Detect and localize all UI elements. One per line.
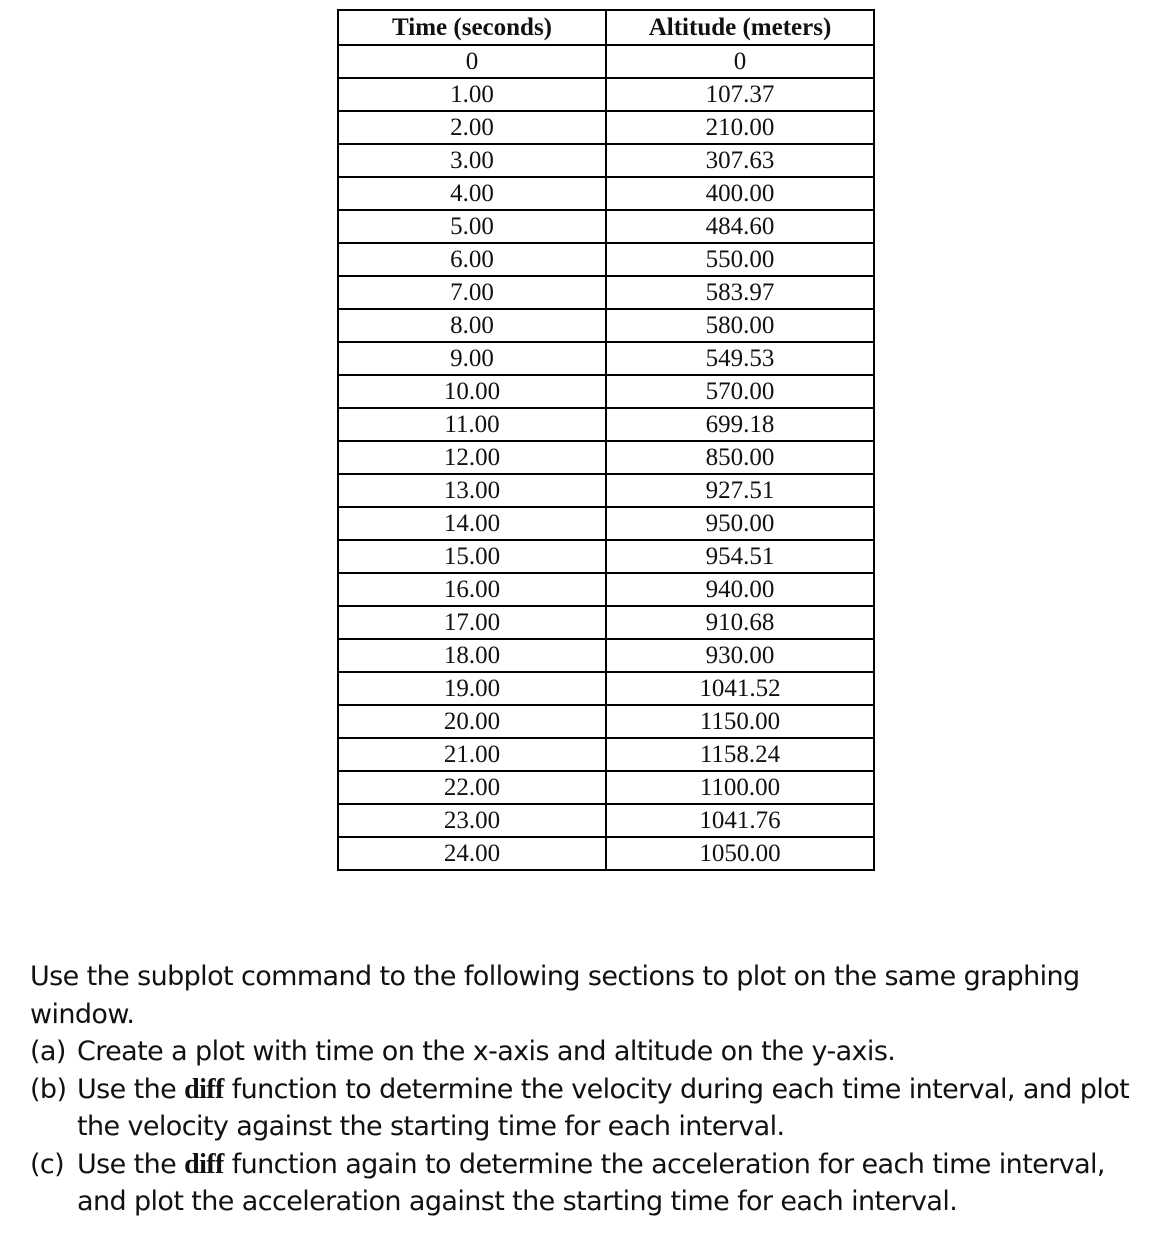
time-column-header: Time (seconds) <box>338 10 606 45</box>
time-cell: 17.00 <box>338 606 606 639</box>
altitude-cell: 400.00 <box>606 177 874 210</box>
altitude-cell: 107.37 <box>606 78 874 111</box>
instruction-marker-a: (a) <box>30 1036 66 1067</box>
diff-keyword: diff <box>184 1073 224 1105</box>
time-cell: 23.00 <box>338 804 606 837</box>
table-row <box>338 342 874 375</box>
time-cell: 14.00 <box>338 507 606 540</box>
altitude-cell: 1150.00 <box>606 705 874 738</box>
table-body <box>338 45 874 870</box>
instruction-text-a <box>77 1033 1160 1071</box>
instruction-text-c-part1: Use the <box>77 1148 185 1180</box>
instruction-text-b-part1: Use the <box>77 1073 185 1105</box>
altitude-cell: 550.00 <box>606 243 874 276</box>
instruction-text-c-part2: function again to determine the acceleration for each time interval, and plot the acceleration against the starting time for each interval. <box>77 1148 1105 1217</box>
time-cell: 18.00 <box>338 639 606 672</box>
table-row <box>338 573 874 606</box>
time-cell: 2.00 <box>338 111 606 144</box>
table-row <box>338 408 874 441</box>
altitude-cell: 930.00 <box>606 639 874 672</box>
instruction-item-b <box>30 1071 1160 1146</box>
altitude-cell: 699.18 <box>606 408 874 441</box>
table-row <box>338 606 874 639</box>
instruction-marker-b: (b) <box>30 1073 67 1105</box>
table-row <box>338 738 874 771</box>
table-row <box>338 210 874 243</box>
table-row <box>338 309 874 342</box>
time-cell: 16.00 <box>338 573 606 606</box>
table-row <box>338 540 874 573</box>
table-row <box>338 639 874 672</box>
altitude-cell: 307.63 <box>606 144 874 177</box>
table-row <box>338 705 874 738</box>
time-cell: 1.00 <box>338 78 606 111</box>
time-cell: 6.00 <box>338 243 606 276</box>
time-cell: 24.00 <box>338 837 606 870</box>
altitude-cell: 1100.00 <box>606 771 874 804</box>
altitude-cell: 549.53 <box>606 342 874 375</box>
time-cell: 19.00 <box>338 672 606 705</box>
time-cell: 22.00 <box>338 771 606 804</box>
altitude-cell: 0 <box>606 45 874 78</box>
instruction-text-b-part2: function to determine the velocity during each time interval, and plot the velocity against the starting time for each interval. <box>77 1073 1130 1142</box>
altitude-cell: 1041.52 <box>606 672 874 705</box>
altitude-cell: 850.00 <box>606 441 874 474</box>
time-cell: 11.00 <box>338 408 606 441</box>
instruction-item-c <box>30 1146 1160 1221</box>
time-cell: 8.00 <box>338 309 606 342</box>
instructions-block <box>30 958 1160 1221</box>
table-row <box>338 837 874 870</box>
instruction-item-a <box>30 1033 1160 1071</box>
time-cell: 3.00 <box>338 144 606 177</box>
altitude-cell: 580.00 <box>606 309 874 342</box>
table-row <box>338 276 874 309</box>
altitude-cell: 210.00 <box>606 111 874 144</box>
time-cell: 9.00 <box>338 342 606 375</box>
altitude-cell: 910.68 <box>606 606 874 639</box>
time-cell: 21.00 <box>338 738 606 771</box>
table-row <box>338 507 874 540</box>
table-row <box>338 804 874 837</box>
time-cell: 15.00 <box>338 540 606 573</box>
altitude-cell: 940.00 <box>606 573 874 606</box>
table-row <box>338 441 874 474</box>
table-header-row <box>338 10 874 45</box>
instructions-intro: Use the subplot command to the following sections to plot on the same graphing window. <box>30 961 1080 1030</box>
time-cell: 10.00 <box>338 375 606 408</box>
table-row <box>338 375 874 408</box>
table-row <box>338 144 874 177</box>
table-row <box>338 111 874 144</box>
instruction-text-c <box>77 1146 1160 1221</box>
time-cell: 12.00 <box>338 441 606 474</box>
table-row <box>338 243 874 276</box>
altitude-cell: 570.00 <box>606 375 874 408</box>
table-row <box>338 177 874 210</box>
time-cell: 7.00 <box>338 276 606 309</box>
diff-keyword: diff <box>184 1148 224 1180</box>
altitude-cell: 484.60 <box>606 210 874 243</box>
altitude-cell: 954.51 <box>606 540 874 573</box>
instruction-text-a-part1: Create a plot with time on the x-axis and altitude on the y-axis. <box>77 1036 896 1067</box>
table-row <box>338 78 874 111</box>
table-row <box>338 771 874 804</box>
time-cell: 5.00 <box>338 210 606 243</box>
table-row <box>338 474 874 507</box>
altitude-cell: 1041.76 <box>606 804 874 837</box>
time-altitude-table <box>337 9 875 871</box>
instruction-text-b <box>77 1071 1160 1146</box>
altitude-cell: 950.00 <box>606 507 874 540</box>
altitude-cell: 583.97 <box>606 276 874 309</box>
time-cell: 13.00 <box>338 474 606 507</box>
table-row <box>338 45 874 78</box>
altitude-column-header: Altitude (meters) <box>606 10 874 45</box>
altitude-cell: 1158.24 <box>606 738 874 771</box>
altitude-cell: 927.51 <box>606 474 874 507</box>
time-cell: 20.00 <box>338 705 606 738</box>
instruction-marker-c: (c) <box>30 1148 65 1180</box>
table-row <box>338 672 874 705</box>
time-cell: 0 <box>338 45 606 78</box>
time-cell: 4.00 <box>338 177 606 210</box>
altitude-cell: 1050.00 <box>606 837 874 870</box>
